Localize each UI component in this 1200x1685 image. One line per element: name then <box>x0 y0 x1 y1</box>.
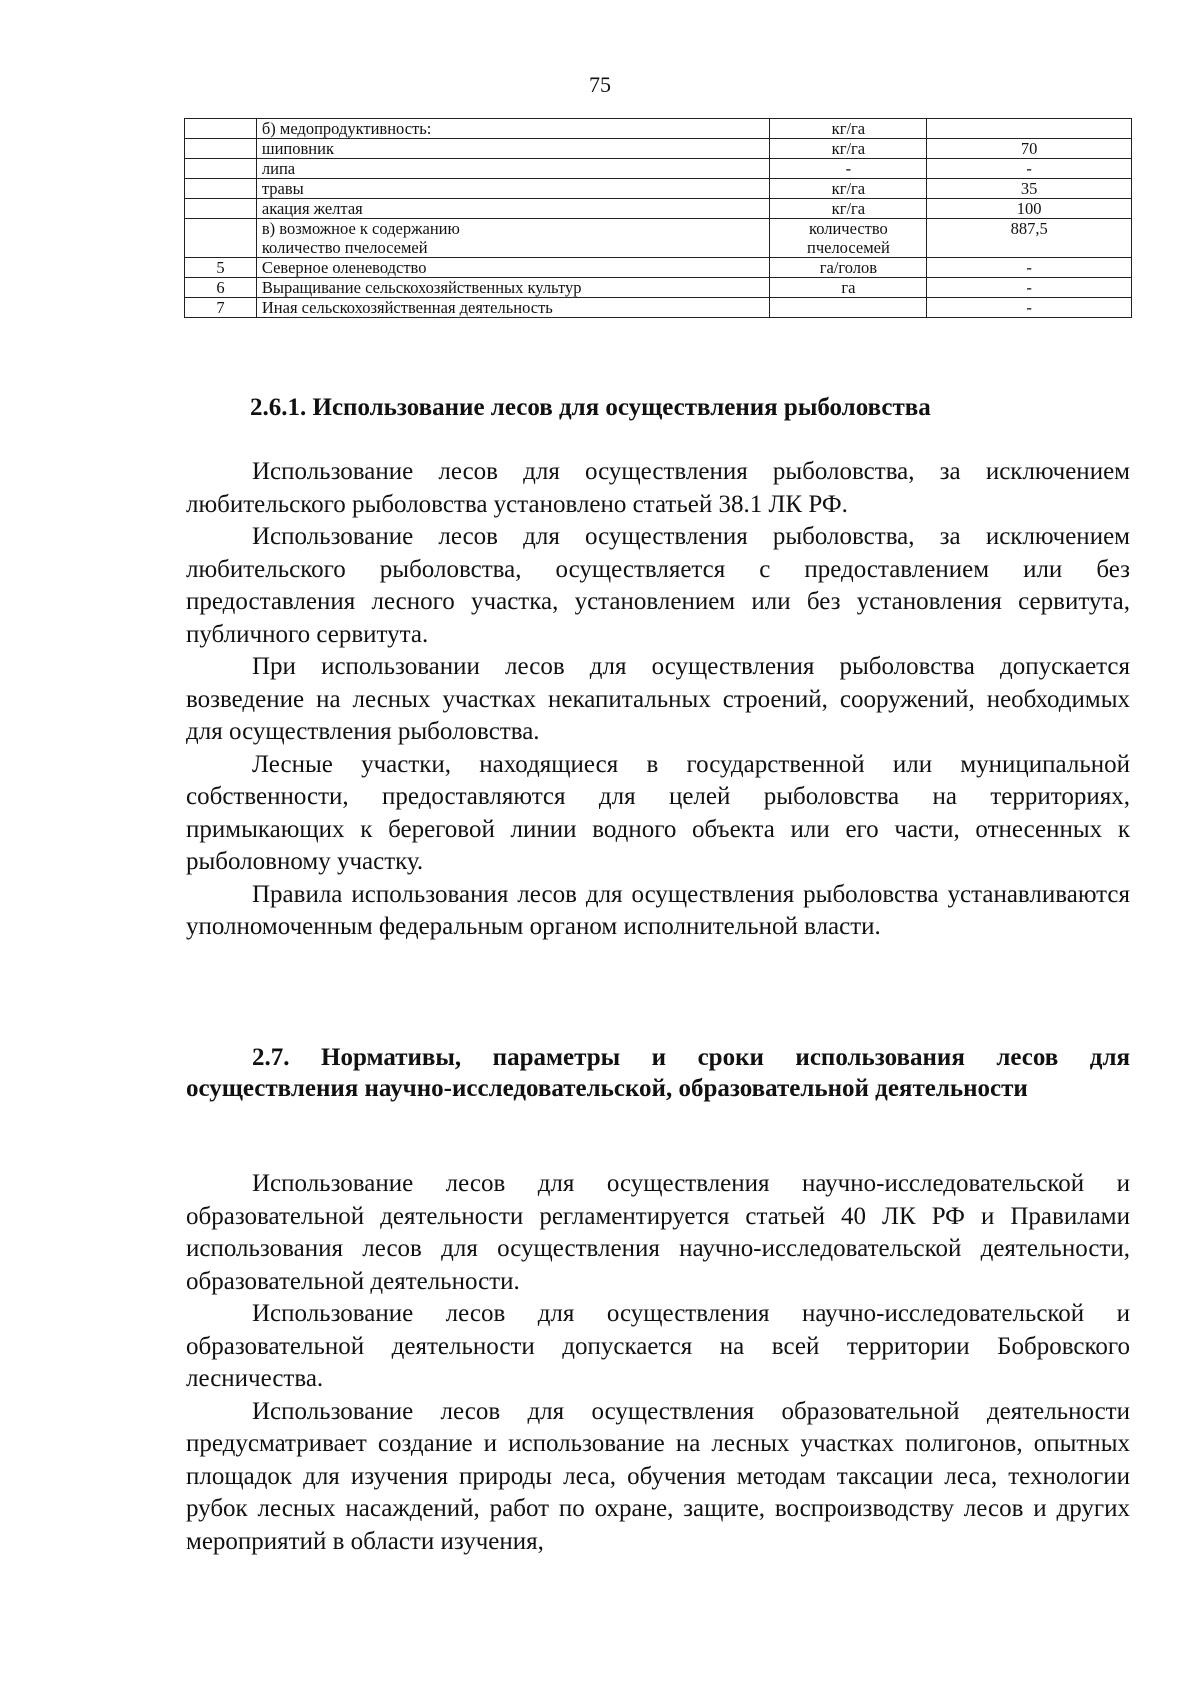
paragraph: Использование лесов для осуществления научно-исследовательской и образовательной деятельности регламентируется статьей 40 ЛК РФ и Правилами использования лесов для осуществления научно-исследовательской деятельности, образовательной деятельности. <box>186 1170 1130 1295</box>
paragraph: Использование лесов для осуществления рыболовства, за исключением любительского рыболовства, осуществляется с предоставлением или без предоставления лесного участка, установлением или без установления сервитута, публичного сервитута. <box>186 523 1130 648</box>
table-row <box>185 179 1132 199</box>
row-unit: га <box>770 278 927 298</box>
paragraph: Использование лесов для осуществления рыболовства, за исключением любительского рыболовства установлено статьей 38.1 ЛК РФ. <box>186 458 1130 518</box>
row-value <box>927 119 1132 139</box>
row-number <box>185 219 257 258</box>
row-number: 6 <box>185 278 257 298</box>
row-name: Выращивание сельскохозяйственных культур <box>256 278 770 298</box>
row-unit: га/голов <box>770 258 927 278</box>
row-number <box>185 119 257 139</box>
row-name: акация желтая <box>256 199 770 219</box>
row-value: - <box>927 278 1132 298</box>
row-number <box>185 159 257 179</box>
table-row <box>185 199 1132 219</box>
section-heading-research: 2.7. Нормативы, параметры и сроки использования лесов для осуществления научно-исследовательской, образовательной деятельности <box>186 1044 1130 1102</box>
row-value: - <box>927 159 1132 179</box>
row-number: 7 <box>185 298 257 318</box>
paragraph: Использование лесов для осуществления образовательной деятельности предусматривает создание и использование на лесных участках полигонов, опытных площадок для изучения природы леса, обучения методам таксации леса, технологии рубок лесных насаждений, работ по охране, защите, воспроизводству лесов и других мероприятий в области изучения, <box>186 1397 1130 1555</box>
table-row <box>185 219 1132 258</box>
row-unit: кг/га <box>770 179 927 199</box>
row-unit: количество пчелосемей <box>770 219 927 258</box>
row-number <box>185 139 257 159</box>
row-value: 887,5 <box>927 219 1132 258</box>
row-name: б) медопродуктивность: <box>256 119 770 139</box>
section-body-fishing <box>186 456 1130 944</box>
paragraph: Использование лесов для осуществления научно-исследовательской и образовательной деятельности допускается на всей территории Бобровского лесничества. <box>186 1300 1130 1392</box>
row-name: шиповник <box>256 139 770 159</box>
row-number: 5 <box>185 258 257 278</box>
row-value: - <box>927 258 1132 278</box>
paragraph: Правила использования лесов для осуществления рыболовства устанавливаются уполномоченным федеральным органом исполнительной власти. <box>186 880 1130 940</box>
section-heading-fishing: 2.6.1. Использование лесов для осуществления рыболовства <box>250 394 931 421</box>
row-name: Иная сельскохозяйственная деятельность <box>256 298 770 318</box>
section-body-research <box>186 1168 1130 1558</box>
row-value: - <box>927 298 1132 318</box>
row-name: липа <box>256 159 770 179</box>
table-row <box>185 119 1132 139</box>
row-name: в) возможное к содержанию количество пчелосемей <box>256 219 770 258</box>
table-row <box>185 298 1132 318</box>
row-unit <box>770 298 927 318</box>
paragraph: При использовании лесов для осуществления рыболовства допускается возведение на лесных участках некапитальных строений, сооружений, необходимых для осуществления рыболовства. <box>186 653 1130 745</box>
row-unit: кг/га <box>770 119 927 139</box>
table-row <box>185 159 1132 179</box>
row-unit: кг/га <box>770 139 927 159</box>
row-value: 70 <box>927 139 1132 159</box>
row-name: травы <box>256 179 770 199</box>
data-table <box>184 118 1132 318</box>
page-number: 75 <box>589 72 611 97</box>
table-row <box>185 278 1132 298</box>
row-value: 100 <box>927 199 1132 219</box>
row-number <box>185 179 257 199</box>
row-number <box>185 199 257 219</box>
row-value: 35 <box>927 179 1132 199</box>
table-row <box>185 139 1132 159</box>
table-row <box>185 258 1132 278</box>
paragraph: Лесные участки, находящиеся в государственной или муниципальной собственности, предоставляются для целей рыболовства на территориях, примыкающих к береговой линии водного объекта или его части, отнесенных к рыболовному участку. <box>186 750 1130 875</box>
row-unit: кг/га <box>770 199 927 219</box>
row-unit: - <box>770 159 927 179</box>
row-name: Северное оленеводство <box>256 258 770 278</box>
